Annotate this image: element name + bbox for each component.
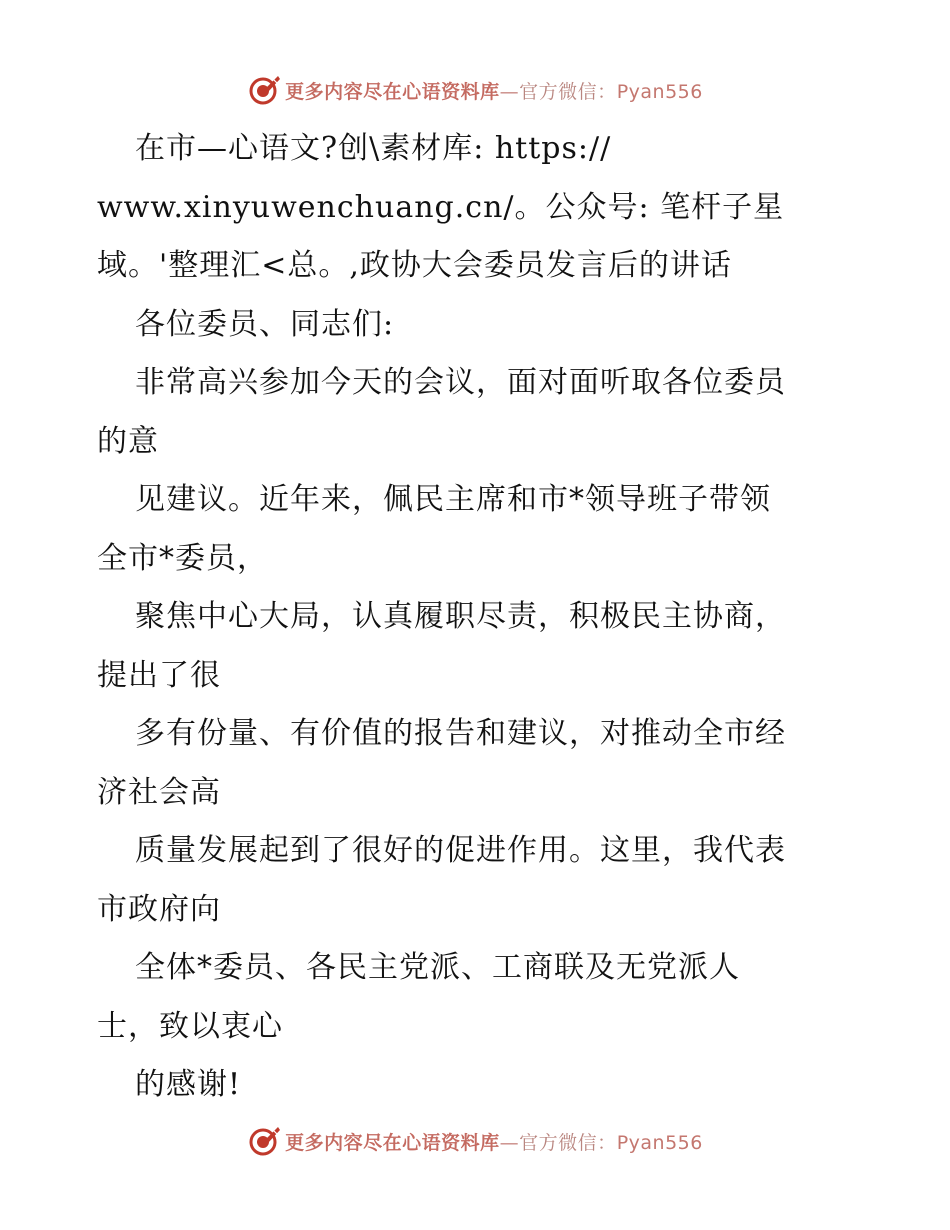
text-line: 在市—心语文?创\素材库: https:// — [135, 131, 612, 166]
text-line: 提出了很 — [97, 657, 221, 693]
text-line: 市政府向 — [97, 891, 221, 927]
text-line: 域。'整理汇<总。,政协大会委员发言后的讲话 — [97, 248, 732, 283]
banner-dash: — — [499, 1131, 520, 1154]
salutation: 各位委员、同志们: — [135, 306, 395, 342]
text-line: 的意 — [97, 423, 159, 459]
text-line: 非常高兴参加今天的会议，面对面听取各位委员 — [135, 365, 786, 400]
text-line: 全市*委员， — [97, 540, 268, 576]
text-line: 多有份量、有价值的报告和建议，对推动全市经 — [135, 716, 786, 751]
footer-banner — [0, 1121, 950, 1161]
wechat-label: 官方微信： — [519, 1131, 617, 1154]
text-line: 见建议。近年来，佩民主席和市*领导班子带领 — [135, 482, 771, 517]
banner-text — [285, 77, 703, 104]
header-banner — [0, 70, 950, 110]
text-line: 的感谢! — [135, 1067, 242, 1102]
text-line: 济社会高 — [97, 774, 221, 810]
banner-text — [285, 1128, 703, 1155]
text-line: 士，致以衷心 — [97, 1008, 283, 1044]
text-line: www.xinyuwenchuang.cn/。公众号: 笔杆子星 — [97, 189, 785, 225]
document-body — [97, 120, 857, 1115]
wechat-id: Pyan556 — [616, 1131, 703, 1154]
quill-pen-logo-icon — [247, 73, 281, 107]
library-promo-text: 更多内容尽在心语资料库 — [285, 80, 500, 103]
text-line: 质量发展起到了很好的促进作用。这里，我代表 — [135, 833, 786, 868]
wechat-id: Pyan556 — [616, 80, 703, 103]
library-promo-text: 更多内容尽在心语资料库 — [285, 1131, 500, 1154]
quill-pen-logo-icon — [247, 1124, 281, 1158]
wechat-label: 官方微信： — [519, 80, 617, 103]
banner-dash: — — [499, 80, 520, 103]
text-line: 全体*委员、各民主党派、工商联及无党派人 — [135, 950, 740, 985]
text-line: 聚焦中心大局，认真履职尽责，积极民主协商， — [135, 599, 786, 634]
